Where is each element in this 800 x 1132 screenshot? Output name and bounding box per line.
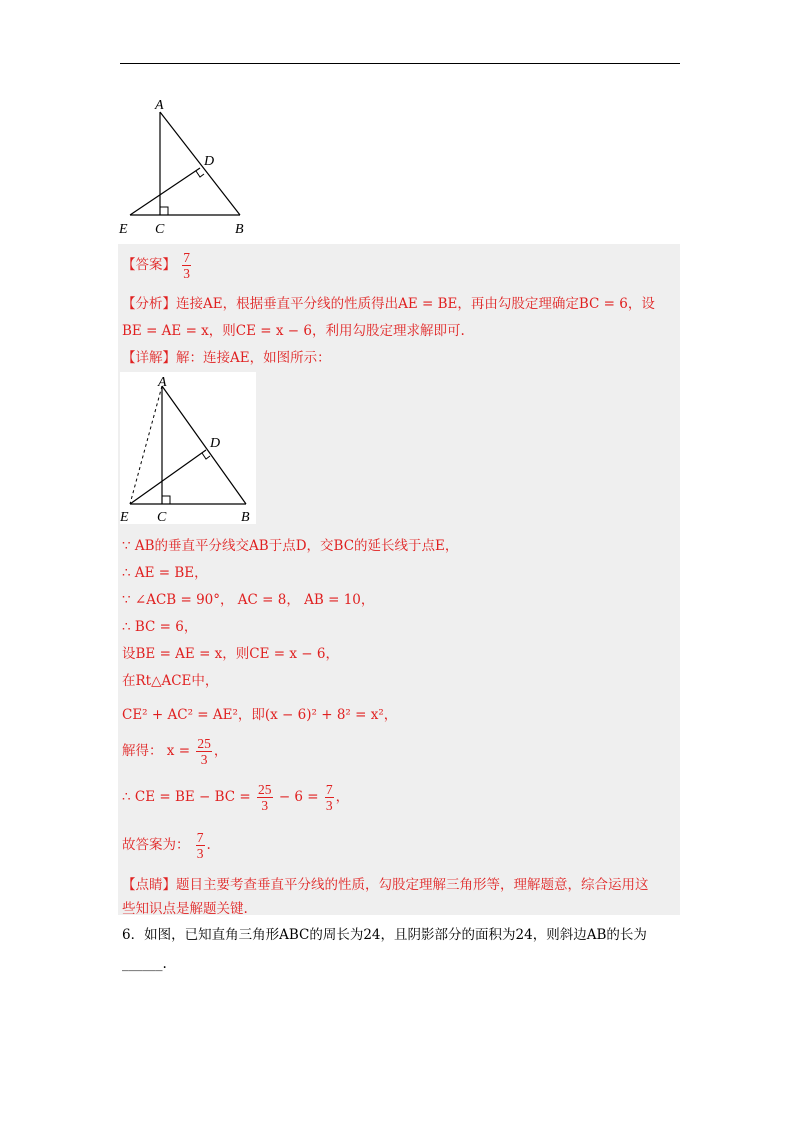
label-e: E xyxy=(120,510,129,524)
label-d: D xyxy=(204,154,215,169)
triangle-figure-1 xyxy=(115,95,255,240)
step-3: ∵ ∠ACB = 90°， AC = 8， AB = 10， xyxy=(122,592,375,608)
step-1: ∵ AB的垂直平分线交AB于点D，交BC的延长线于点E， xyxy=(122,538,459,554)
triangle-figure-2 xyxy=(120,372,256,524)
right-angle-c xyxy=(160,207,168,215)
detail-tag: 【详解】 xyxy=(122,350,176,366)
detail-line: 【详解】解：连接AE，如图所示： xyxy=(122,350,331,366)
header-rule xyxy=(120,63,680,64)
answer-fraction: $\frac{7}{3}$ xyxy=(183,250,191,281)
fraction-25-3: $\frac{25}{3}$ xyxy=(197,736,211,767)
segment-ab xyxy=(160,112,240,215)
right-angle-d xyxy=(196,171,204,177)
fraction-25-3: $\frac{25}{3}$ xyxy=(258,782,272,813)
label-d: D xyxy=(210,436,221,451)
comment-line-1: 【点睛】题目主要考查垂直平分线的性质，勾股定理解三角形等，理解题意，综合运用这 xyxy=(122,877,649,893)
label-b: B xyxy=(235,222,244,237)
step-8: 解得： x = $\frac{25}{3}$ ， xyxy=(122,736,228,767)
comment-tag: 【点睛】 xyxy=(122,877,176,893)
fraction-7-3: $\frac{7}{3}$ xyxy=(325,782,333,813)
answer-line xyxy=(122,250,193,281)
answer-tag: 【答案】 xyxy=(122,257,176,273)
step-10: 故答案为： $\frac{7}{3}$ . xyxy=(122,830,211,861)
step-7: CE² + AC² = AE²，即(x − 6)² + 8² = x²， xyxy=(122,707,398,723)
analysis-line-1: 【分析】连接AE，根据垂直平分线的性质得出AE = BE，再由勾股定理确定BC = 6，设 xyxy=(122,296,655,312)
step-6: 在Rt△ACE中， xyxy=(122,673,219,689)
step-5: 设BE = AE = x，则CE = x − 6， xyxy=(122,646,339,662)
fraction-7-3: $\frac{7}{3}$ xyxy=(196,830,204,861)
step-4: ∴ BC = 6， xyxy=(122,619,198,635)
label-c: C xyxy=(155,222,165,237)
label-c: C xyxy=(157,510,167,524)
label-a: A xyxy=(158,375,167,390)
label-e: E xyxy=(119,222,128,237)
question-6-line-2: ______. xyxy=(122,956,167,972)
step-2: ∴ AE = BE， xyxy=(122,565,208,581)
label-a: A xyxy=(155,98,164,113)
analysis-line-2: BE = AE = x，则CE = x − 6，利用勾股定理求解即可. xyxy=(122,323,465,339)
step-9: ∴ CE = BE − BC = $\frac{25}{3}$ − 6 = $\frac{7}{3}$ ， xyxy=(122,782,350,813)
segment-ed xyxy=(130,168,200,215)
question-6-line-1: 6．如图，已知直角三角形ABC的周长为24，且阴影部分的面积为24，则斜边AB的长为 xyxy=(122,927,647,943)
comment-line-2: 些知识点是解题关键. xyxy=(122,901,248,917)
analysis-tag: 【分析】 xyxy=(122,296,176,312)
label-b: B xyxy=(241,510,250,524)
